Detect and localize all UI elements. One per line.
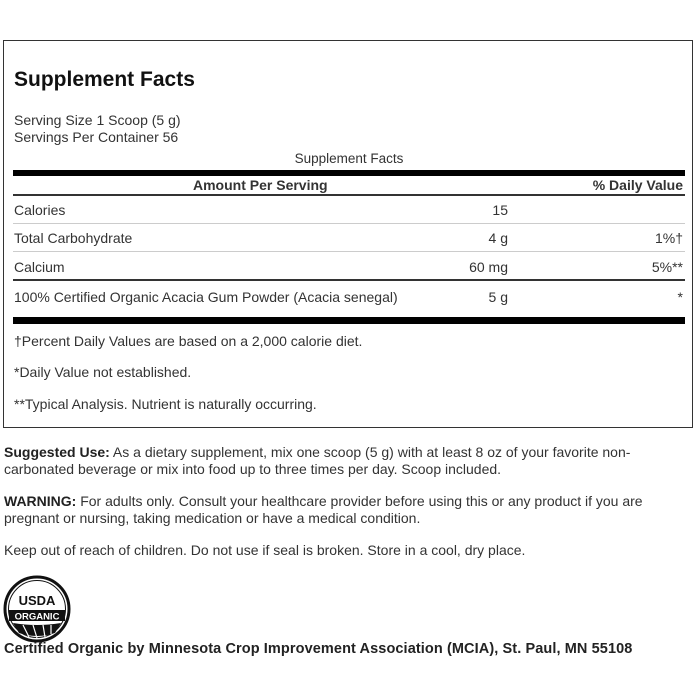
warning-text: For adults only. Consult your healthcare provider before using this or any product if you are pregnant or nursing, taking medication or have a medical condition. — [4, 493, 643, 526]
table-caption: Supplement Facts — [294, 151, 404, 166]
suggested-use-label: Suggested Use: — [4, 444, 110, 460]
amount-header: Amount Per Serving — [193, 177, 328, 193]
nutrient-name: 100% Certified Organic Acacia Gum Powder (Acacia senegal) — [14, 289, 398, 305]
nutrient-amount: 15 — [492, 202, 508, 218]
usda-organic-logo — [3, 575, 71, 643]
certification-text: Certified Organic by Minnesota Crop Improvement Association (MCIA), St. Paul, MN 55108 — [4, 641, 633, 657]
table-row — [13, 196, 685, 224]
nutrient-dv: 5%** — [651, 259, 683, 275]
servings-per-container: Servings Per Container 56 — [14, 129, 179, 145]
nutrient-amount: 5 g — [488, 289, 508, 305]
table-row — [13, 283, 685, 311]
daily-value-header: % Daily Value — [592, 177, 683, 193]
nutrient-dv: * — [677, 289, 683, 305]
nutrient-name: Calcium — [14, 259, 65, 275]
storage-note: Keep out of reach of children. Do not use if seal is broken. Store in a cool, dry place. — [4, 542, 526, 558]
nutrient-dv: 1%† — [654, 230, 683, 246]
table-header — [13, 176, 685, 194]
nutrient-amount: 4 g — [488, 230, 508, 246]
suggested-use — [4, 444, 674, 478]
panel-title: Supplement Facts — [14, 68, 195, 91]
warning — [4, 493, 674, 527]
footnote: **Typical Analysis. Nutrient is naturally occurring. — [14, 396, 317, 412]
supplement-facts-panel — [3, 40, 693, 428]
svg-text:USDA: USDA — [18, 593, 56, 608]
table-row — [13, 253, 685, 281]
serving-size: Serving Size 1 Scoop (5 g) — [14, 112, 181, 128]
warning-label: WARNING: — [4, 493, 77, 509]
footnote: †Percent Daily Values are based on a 2,000 calorie diet. — [14, 333, 363, 349]
suggested-use-text: As a dietary supplement, mix one scoop (5 g) with at least 8 oz of your favorite non-carbonated beverage or mix into food up to three times per day. Scoop included. — [4, 444, 631, 477]
usda-organic-seal-icon — [3, 575, 71, 643]
nutrient-name: Total Carbohydrate — [14, 230, 133, 246]
footnote: *Daily Value not established. — [14, 364, 192, 380]
serving-info — [14, 112, 181, 146]
thick-divider — [13, 317, 685, 324]
svg-text:ORGANIC: ORGANIC — [14, 611, 60, 623]
nutrient-name: Calories — [14, 202, 66, 218]
table-row — [13, 224, 685, 252]
nutrient-amount: 60 mg — [469, 259, 508, 275]
